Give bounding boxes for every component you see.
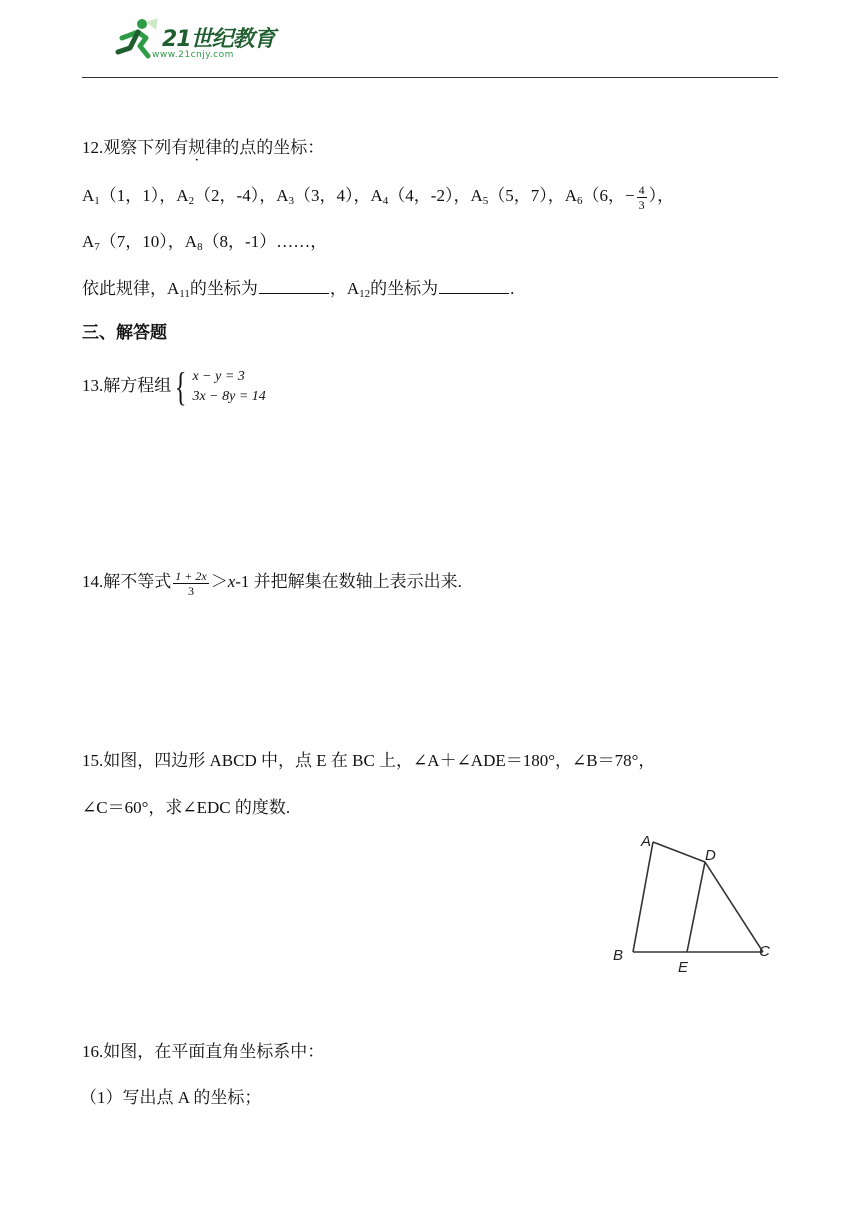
q12-title-emphasis: 有规律 xyxy=(171,138,223,157)
edge-ad xyxy=(653,842,705,862)
q12-title-pre: 观察下列 xyxy=(103,138,172,157)
segment-de xyxy=(687,862,705,952)
q12-points-line2 xyxy=(82,231,327,258)
point-a5: $A_5(5$，7）， xyxy=(470,186,565,208)
q14: 14.解不等式 $\frac{1 + 2x}{3}$ ＞x-1 并把解集在数轴上表示出来. xyxy=(82,568,462,598)
q12-number: 12. xyxy=(82,138,104,157)
point-a1: $A_1(1$，1）， xyxy=(82,186,177,208)
equation-system xyxy=(171,364,266,410)
section-heading: 三、解答题 xyxy=(82,323,167,343)
edge-dc xyxy=(705,862,763,952)
q12-points-line1 xyxy=(82,183,674,212)
q16-line1: 16.如图，在平面直角坐标系中： xyxy=(82,1042,325,1061)
q16-line2: （1）写出点 A 的坐标； xyxy=(80,1088,262,1107)
a6-fraction: $\frac{4}{3}$ xyxy=(638,183,645,212)
q13-text: 13.解方程组 xyxy=(82,376,172,395)
point-a8: $A_8(8$，-1）……， xyxy=(184,232,328,253)
q12-title xyxy=(82,137,324,159)
answer-blank-a12[interactable] xyxy=(439,277,509,294)
q15-line1: 15.如图，四边形 ABCD 中，点 E 在 BC 上，∠A＋∠ADE＝180°，∠B＝78°， xyxy=(82,751,656,770)
answer-blank-a11[interactable] xyxy=(259,277,329,294)
q14-fraction: $\frac{1 + 2x}{3}$ xyxy=(175,568,207,598)
q15-line2: ∠C＝60°，求∠EDC 的度数. xyxy=(82,798,291,817)
edge-ab xyxy=(633,842,653,952)
logo-text: 21世纪教育 xyxy=(162,27,275,52)
point-a6: $A_6(6$，− $\frac{4}{3}$ ）， xyxy=(564,183,675,212)
brace-icon: { xyxy=(175,364,187,410)
label-e: E xyxy=(678,959,689,976)
point-a2: $A_2(2$，-4）， xyxy=(176,186,277,208)
label-b: B xyxy=(613,947,624,964)
point-a3: $A_3(3$，4）， xyxy=(276,186,371,208)
label-a: A xyxy=(641,833,652,850)
logo-url: www.21cnjy.com xyxy=(152,50,234,60)
q12-title-post: 的点的坐标： xyxy=(222,138,325,157)
q12-question: 依此规律，$A_{11}$的坐标为 ，$A_{12}$的坐标为 . xyxy=(82,279,515,300)
point-a7: $A_7(7$，10）， xyxy=(82,232,185,253)
point-a4: $A_4(4$，-2）， xyxy=(370,186,471,208)
equation-2: 3x − 8y = 14 xyxy=(192,389,266,405)
quadrilateral-figure xyxy=(605,830,785,980)
label-c: C xyxy=(759,943,770,960)
label-d: D xyxy=(705,847,716,864)
header-rule xyxy=(82,77,778,78)
equation-1: x − y = 3 xyxy=(192,369,245,385)
q13 xyxy=(82,364,266,408)
header-logo xyxy=(112,16,282,64)
